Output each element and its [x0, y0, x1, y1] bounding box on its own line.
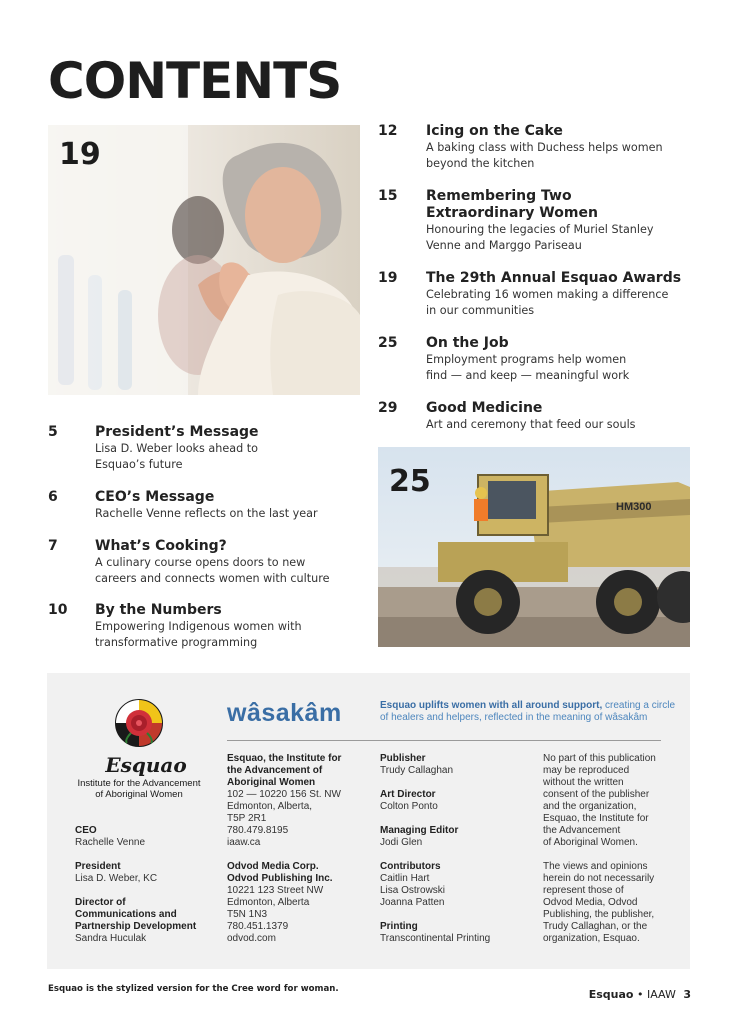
- legal-paragraph: The views and opinions herein do not necessarily represent those of Odvod Media, Odvod Publishing, the publisher, Trudy Callaghan, or the organization, Esquao.: [543, 861, 655, 944]
- masthead-col-leadership: [75, 825, 225, 957]
- masthead-block: President Lisa D. Weber, KC: [75, 861, 158, 884]
- toc-page-number: 7: [48, 538, 58, 554]
- folio-separator: •: [636, 988, 644, 1001]
- toc-description: Rachelle Venne reflects on the last year: [95, 507, 318, 520]
- toc-page-number: 29: [378, 400, 398, 416]
- masthead-panel: [47, 673, 690, 969]
- medicine-wheel-rose-icon: [69, 697, 209, 753]
- toc-title: On the Job: [426, 335, 509, 351]
- toc-description: Honouring the legacies of Muriel Stanley Venne and Marggo Pariseau: [426, 223, 654, 252]
- wasakam-logo: wâsakâm: [227, 699, 342, 727]
- toc-page-number: 10: [48, 602, 68, 618]
- photo-page-number: 19: [59, 137, 101, 172]
- toc-page-number: 12: [378, 123, 398, 139]
- toc-entry[interactable]: [378, 335, 690, 405]
- photo-award-ceremony: [48, 125, 360, 395]
- masthead-col-addresses: [227, 753, 377, 957]
- toc-entry[interactable]: [48, 424, 348, 484]
- masthead-block: Publisher Trudy Callaghan: [380, 753, 454, 776]
- esquao-wordmark: Esquao: [105, 753, 187, 777]
- masthead-block: CEO Rachelle Venne: [75, 825, 146, 848]
- toc-title: What’s Cooking?: [95, 538, 227, 554]
- toc-title: Good Medicine: [426, 400, 543, 416]
- esquao-logo: [69, 697, 209, 802]
- masthead-block: Printing Transcontinental Printing: [380, 921, 491, 944]
- toc-description: Lisa D. Weber looks ahead to Esquao’s future: [95, 442, 258, 471]
- toc-page-number: 25: [378, 335, 398, 351]
- toc-title: By the Numbers: [95, 602, 222, 618]
- truck-model-label: HM300: [616, 501, 652, 513]
- toc-page-number: 5: [48, 424, 58, 440]
- toc-description: Employment programs help women find — and keep — meaningful work: [426, 353, 630, 382]
- wasakam-tagline: Esquao uplifts women with all around support, creating a circle of healers and helpers, reflected in the meaning of wâsakâm: [380, 700, 676, 723]
- toc-title: Remembering Two Extraordinary Women: [426, 188, 598, 221]
- toc-entry[interactable]: [48, 538, 348, 598]
- esquao-subtitle: Institute for the Advancement of Aboriginal Women: [77, 778, 201, 800]
- toc-entry[interactable]: [378, 188, 690, 258]
- toc-page-number: 6: [48, 489, 58, 505]
- footer-divider: [227, 740, 661, 741]
- masthead-col-legal: [543, 753, 683, 957]
- masthead-block: Director of Communications and Partnership Development Sandra Huculak: [75, 897, 197, 944]
- toc-entry[interactable]: [378, 123, 690, 193]
- page-title: CONTENTS: [48, 52, 342, 110]
- masthead-block: Art Director Colton Ponto: [380, 789, 438, 812]
- footnote: Esquao is the stylized version for the Cree word for woman.: [48, 984, 339, 994]
- toc-page-number: 15: [378, 188, 398, 204]
- toc-entry[interactable]: [48, 602, 348, 662]
- masthead-block: Contributors Caitlin Hart Lisa Ostrowski Joanna Patten: [380, 861, 446, 908]
- toc-entry[interactable]: [378, 270, 690, 340]
- toc-title: CEO’s Message: [95, 489, 215, 505]
- masthead-address-block: Esquao, the Institute for the Advancement of Aboriginal Women 102 — 10220 156 St. NW Edmonton, Alberta, T5P 2R1 780.479.8195 iaaw.ca: [227, 753, 342, 848]
- folio-issue: IAAW: [646, 988, 676, 1001]
- masthead-address-block: Odvod Media Corp. Odvod Publishing Inc. 10221 123 Street NW Edmonton, Alberta T5N 1N3 780.451.1379 odvod.com: [227, 861, 333, 944]
- toc-title: The 29th Annual Esquao Awards: [426, 270, 682, 286]
- folio-magazine: Esquao: [588, 988, 634, 1001]
- legal-paragraph: No part of this publication may be reproduced without the written consent of the publisher and the organization, Esquao, the Institute for the Advancement of Aboriginal Women.: [543, 753, 656, 848]
- toc-page-number: 19: [378, 270, 398, 286]
- masthead-col-staff: [380, 753, 530, 957]
- photo-haul-truck: [378, 447, 690, 647]
- photo-page-number: 25: [389, 464, 431, 499]
- toc-description: Art and ceremony that feed our souls: [426, 418, 636, 431]
- toc-description: Empowering Indigenous women with transformative programming: [95, 620, 302, 649]
- toc-title: President’s Message: [95, 424, 259, 440]
- page-folio: [589, 988, 691, 1001]
- toc-title: Icing on the Cake: [426, 123, 563, 139]
- masthead-block: Managing Editor Jodi Glen: [380, 825, 459, 848]
- toc-description: Celebrating 16 women making a difference in our communities: [426, 288, 669, 317]
- toc-description: A culinary course opens doors to new careers and connects women with culture: [95, 556, 330, 585]
- toc-description: A baking class with Duchess helps women beyond the kitchen: [426, 141, 663, 170]
- folio-page-number: 3: [683, 988, 691, 1001]
